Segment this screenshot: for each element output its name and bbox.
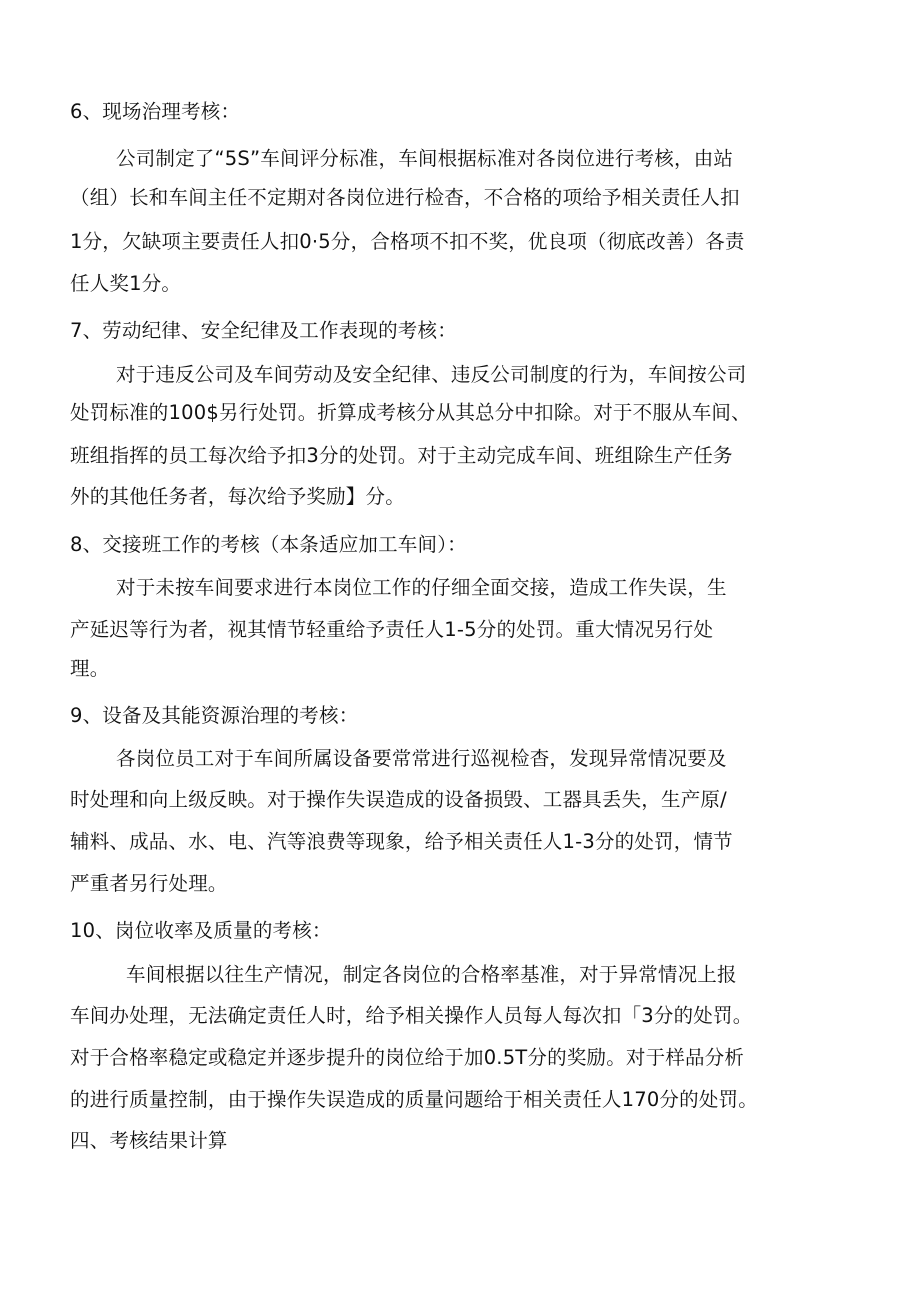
section-6-line-3: 1分，欠缺项主要责任人扣0·5分，合格项不扣不奖，优良项（彻底改善）各责 bbox=[70, 230, 745, 253]
section-9-line-1: 各岗位员工对于车间所属设备要常常进行巡视检杳，发现异常情况要及 bbox=[116, 747, 727, 770]
section-6-line-1: 公司制定了“5S”车间评分标准，车间根据标准对各岗位进行考核，由站 bbox=[116, 147, 734, 170]
section-10-heading: 10、岗位收率及质量的考核： bbox=[70, 919, 332, 942]
section-7-line-3: 班组指挥的员工每次给予扣3分的处罚。对于主动完成车间、班组除生产任务 bbox=[70, 444, 733, 467]
section-8-line-3: 理。 bbox=[70, 657, 110, 680]
section-10-line-3: 对于合格率稳定或稳定并逐步提升的岗位给于加0.5T分的奖励。对于样品分析 bbox=[70, 1046, 745, 1069]
section-10-line-2: 车间办处理，无法确定责任人时，给予相关操作人员每人每次扣「3分的处罚。 bbox=[70, 1004, 753, 1027]
section-9-line-4: 严重者另行处理。 bbox=[70, 872, 228, 895]
section-7-heading: 7、劳动纪律、安全纪律及工作表现的考核： bbox=[70, 319, 457, 342]
section-9-line-3: 辅料、成品、水、电、汽等浪费等现象，给予相关责任人1-3分的处罚，情节 bbox=[70, 830, 733, 853]
section-7-line-2: 处罚标准的100$另行处罚。折算成考核分从其总分中扣除。对于不服从车间、 bbox=[70, 401, 751, 424]
section-6-heading: 6、现场治理考核： bbox=[70, 100, 241, 123]
section-7-line-4: 外的其他任务者，每次给予奖励】分。 bbox=[70, 485, 405, 508]
section-9-line-2: 时处理和向上级反映。对于操作失误造成的设备损毁、工器具丢失，生产原/ bbox=[70, 788, 727, 811]
section-9-heading: 9、设备及其能资源治理的考核： bbox=[70, 704, 359, 727]
section-7-line-1: 对于违反公司及车间劳动及安全纪律、违反公司制度的行为，车间按公司 bbox=[116, 363, 747, 386]
section-8-line-2: 产延迟等行为者，视其情节轻重给予责任人1-5分的处罚。重大情况另行处 bbox=[70, 618, 714, 641]
section-6-line-2: （组）长和车间主任不定期对各岗位进行检杳，不合格的项给予相关责任人扣 bbox=[70, 186, 740, 209]
section-10-line-4: 的进行质量控制，由于操作失误造成的质量问题给于相关责任人170分的处罚。 bbox=[70, 1088, 758, 1111]
section-10-line-1: 车间根据以往生产情况，制定各岗位的合格率基准，对于异常情况上报 bbox=[126, 963, 737, 986]
section-8-heading: 8、交接班工作的考核（本条适应加工车间）： bbox=[70, 533, 467, 556]
section-8-line-1: 对于未按车间要求进行本岗位工作的仔细全面交接，造成工作失误，生 bbox=[116, 576, 727, 599]
section-6-line-4: 任人奖1分。 bbox=[70, 272, 182, 295]
section-4-heading: 四、考核结果计算 bbox=[70, 1129, 228, 1152]
